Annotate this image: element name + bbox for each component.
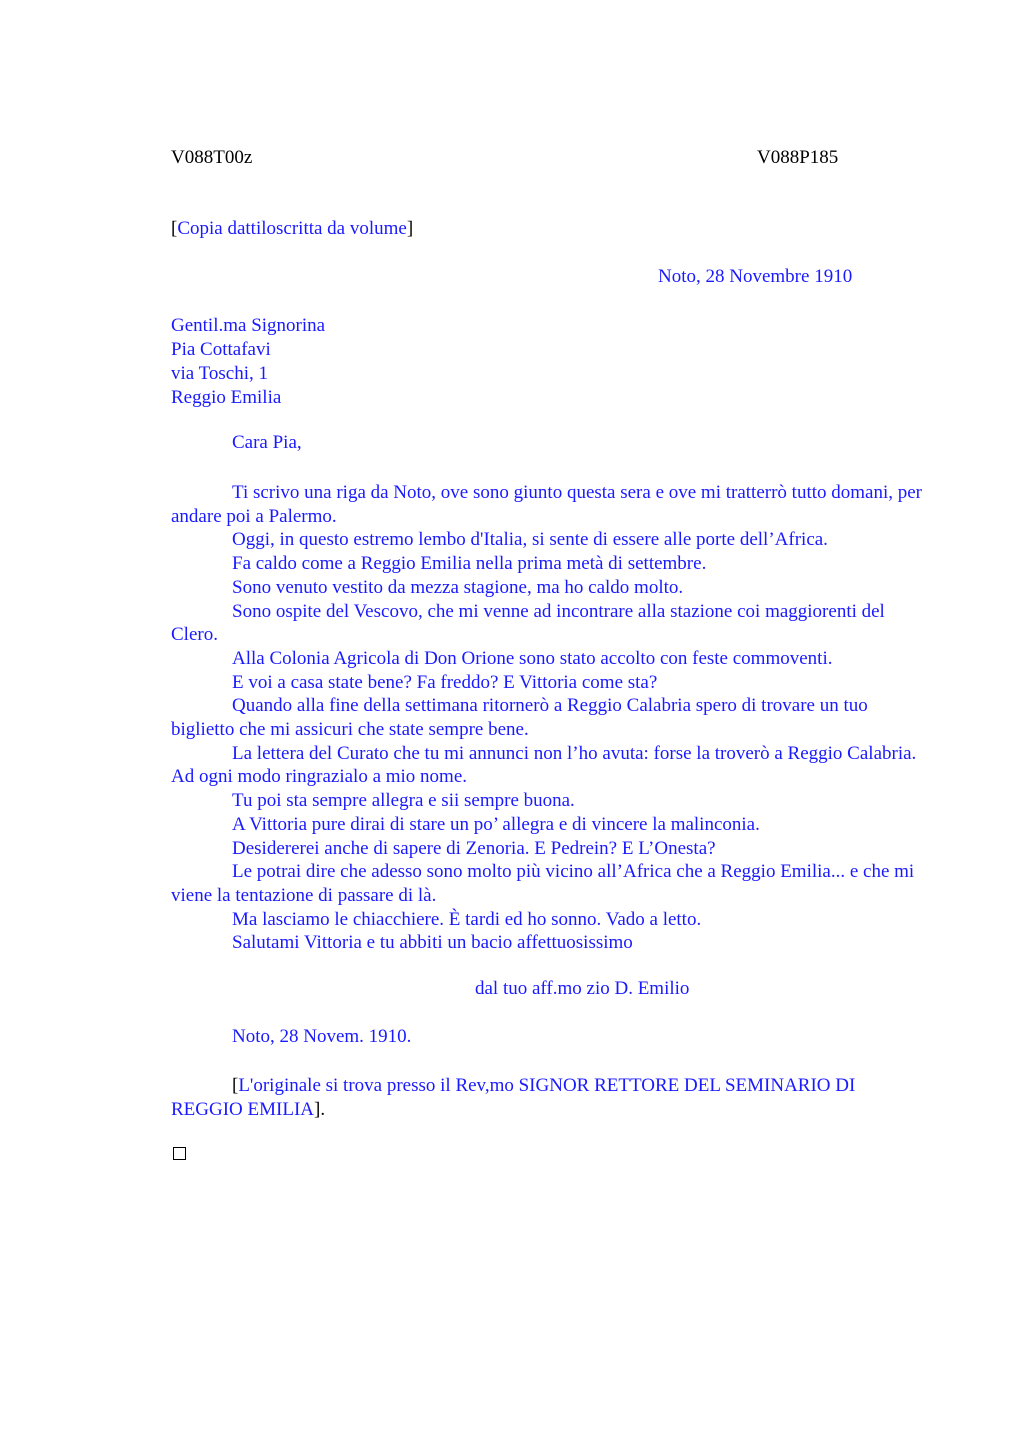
letter-paragraph: Tu poi sta sempre allegra e sii sempre buona.	[232, 790, 575, 812]
note-text-start: L'originale si trova presso il Rev,mo	[238, 1075, 519, 1096]
note-close-bracket: ]	[314, 1098, 321, 1120]
note-end-period: .	[320, 1098, 326, 1120]
note-open-bracket: [	[232, 1075, 239, 1096]
letter-paragraph: Alla Colonia Agricola di Don Orione sono stato accolto con feste commoventi.	[232, 647, 833, 669]
letter-paragraph: A Vittoria pure dirai di stare un po’ allegra e di vincere la malinconia.	[232, 813, 760, 835]
copy-note	[171, 219, 413, 239]
letter-body	[171, 481, 931, 955]
letter-paragraph: Fa caldo come a Reggio Emilia nella prima metà di settembre.	[232, 553, 707, 575]
note-text-caps: SIGNOR RETTORE DEL SEMINARIO DI REGGIO EMILIA	[171, 1075, 856, 1120]
letter-paragraph: Le potrai dire che adesso sono molto più vicino all’Africa che a Reggio Emilia... e che mi viene la tentazione di passare di là.	[171, 861, 915, 906]
address-line: Pia Cottafavi	[171, 339, 271, 360]
address-line: via Toschi, 1	[171, 363, 269, 384]
signature: dal tuo aff.mo zio D. Emilio	[475, 978, 690, 999]
recipient-address	[171, 314, 325, 410]
letter-paragraph: Oggi, in questo estremo lembo d'Italia, si sente di essere alle porte dell’Africa.	[232, 529, 828, 551]
address-line: Gentil.ma Signorina	[171, 315, 326, 336]
original-location-note	[171, 1074, 931, 1121]
letter-paragraph: La lettera del Curato che tu mi annunci non l’ho avuta: forse la troverò a Reggio Calabria. Ad ogni modo ringrazialo a mio nome.	[171, 742, 917, 788]
letter-date-top: Noto, 28 Novembre 1910	[658, 266, 853, 287]
salutation: Cara Pia,	[232, 432, 302, 453]
document-code-left: V088T00z	[171, 147, 253, 168]
end-marker-box-icon	[173, 1147, 186, 1160]
letter-paragraph: Desidererei anche di sapere di Zenoria. E Pedrein? E L’Onesta?	[232, 837, 716, 859]
letter-paragraph: Ma lasciamo le chiacchiere. È tardi ed ho sonno. Vado a letto.	[232, 908, 702, 930]
address-line: Reggio Emilia	[171, 387, 282, 408]
letter-date-bottom: Noto, 28 Novem. 1910.	[232, 1026, 412, 1047]
letter-paragraph: E voi a casa state bene? Fa freddo? E Vittoria come sta?	[232, 671, 658, 693]
original-location-paragraph	[171, 1074, 931, 1121]
copy-note-text: Copia dattiloscritta da volume	[177, 218, 407, 239]
letter-paragraph: Sono ospite del Vescovo, che mi venne ad incontrare alla stazione coi maggiorenti del Clero.	[171, 600, 885, 646]
document-code-right: V088P185	[757, 147, 839, 168]
letter-paragraph: Salutami Vittoria e tu abbiti un bacio affettuosissimo	[232, 932, 633, 954]
letter-paragraph: Quando alla fine della settimana ritornerò a Reggio Calabria spero di trovare un tuo biglietto che mi assicuri che state sempre bene.	[171, 695, 868, 741]
copy-note-open-bracket: [	[171, 218, 178, 239]
letter-paragraph: Sono venuto vestito da mezza stagione, ma ho caldo molto.	[232, 576, 684, 598]
copy-note-close-bracket: ]	[406, 218, 414, 239]
letter-paragraph: Ti scrivo una riga da Noto, ove sono giunto questa sera e ove mi tratterrò tutto domani, per andare poi a Palermo.	[171, 482, 923, 527]
